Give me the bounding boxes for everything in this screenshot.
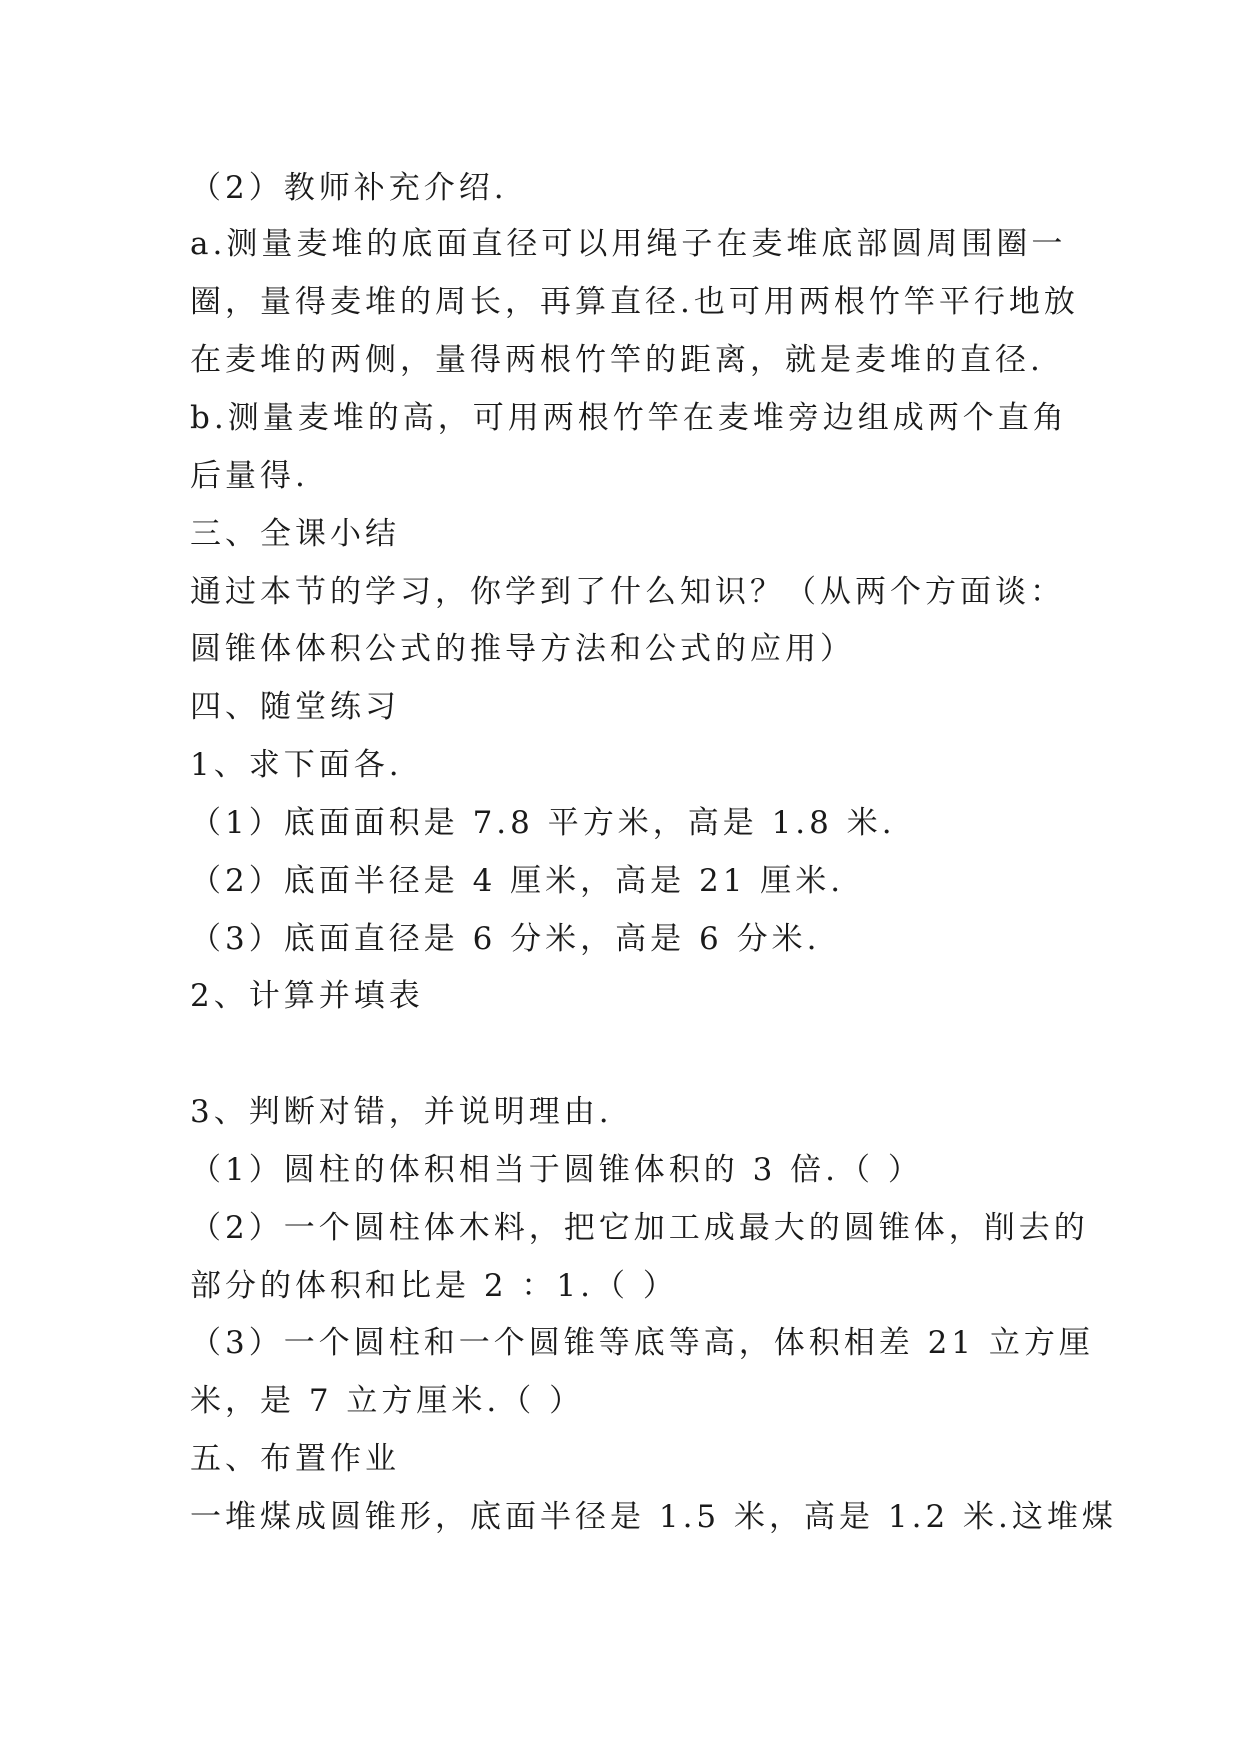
text-line: 米，是 7 立方厘米.（ ） [190, 1383, 585, 1419]
exercise-item: （2）一个圆柱体木料，把它加工成最大的圆锥体，削去的 [190, 1210, 1089, 1246]
section-heading: 四、随堂练习 [190, 689, 400, 725]
text-line: 通过本节的学习，你学到了什么知识？（从两个方面谈： [190, 574, 1065, 610]
exercise-item: 2、计算并填表 [190, 978, 424, 1014]
text-line: 圈，量得麦堆的周长，再算直径.也可用两根竹竿平行地放 [190, 284, 1079, 320]
section-heading: 五、布置作业 [190, 1441, 400, 1477]
text-line: b.测量麦堆的高，可用两根竹竿在麦堆旁边组成两个直角 [190, 400, 1068, 436]
exercise-item: （2）底面半径是 4 厘米，高是 21 厘米. [190, 863, 845, 899]
exercise-item: （1）圆柱的体积相当于圆锥体积的 3 倍.（ ） [190, 1152, 923, 1188]
text-line: 部分的体积和比是 2 ：1.（ ） [190, 1268, 678, 1304]
exercise-item: 3、判断对错，并说明理由. [190, 1094, 613, 1130]
exercise-item: （3）一个圆柱和一个圆锥等底等高，体积相差 21 立方厘 [190, 1325, 1094, 1361]
text-line: 在麦堆的两侧，量得两根竹竿的距离，就是麦堆的直径. [190, 342, 1044, 378]
text-line: 后量得. [190, 458, 309, 494]
section-heading: 三、全课小结 [190, 516, 400, 552]
exercise-item: 1、求下面各. [190, 747, 403, 783]
exercise-item: （1）底面面积是 7.8 平方米，高是 1.8 米. [190, 805, 896, 841]
exercise-item: （3）底面直径是 6 分米，高是 6 分米. [190, 921, 821, 957]
text-line: 一堆煤成圆锥形，底面半径是 1.5 米，高是 1.2 米.这堆煤 [190, 1499, 1117, 1535]
text-line: （2）教师补充介绍. [190, 170, 508, 206]
text-line: a.测量麦堆的底面直径可以用绳子在麦堆底部圆周围圈一 [190, 226, 1067, 262]
text-line: 圆锥体体积公式的推导方法和公式的应用） [190, 631, 855, 667]
